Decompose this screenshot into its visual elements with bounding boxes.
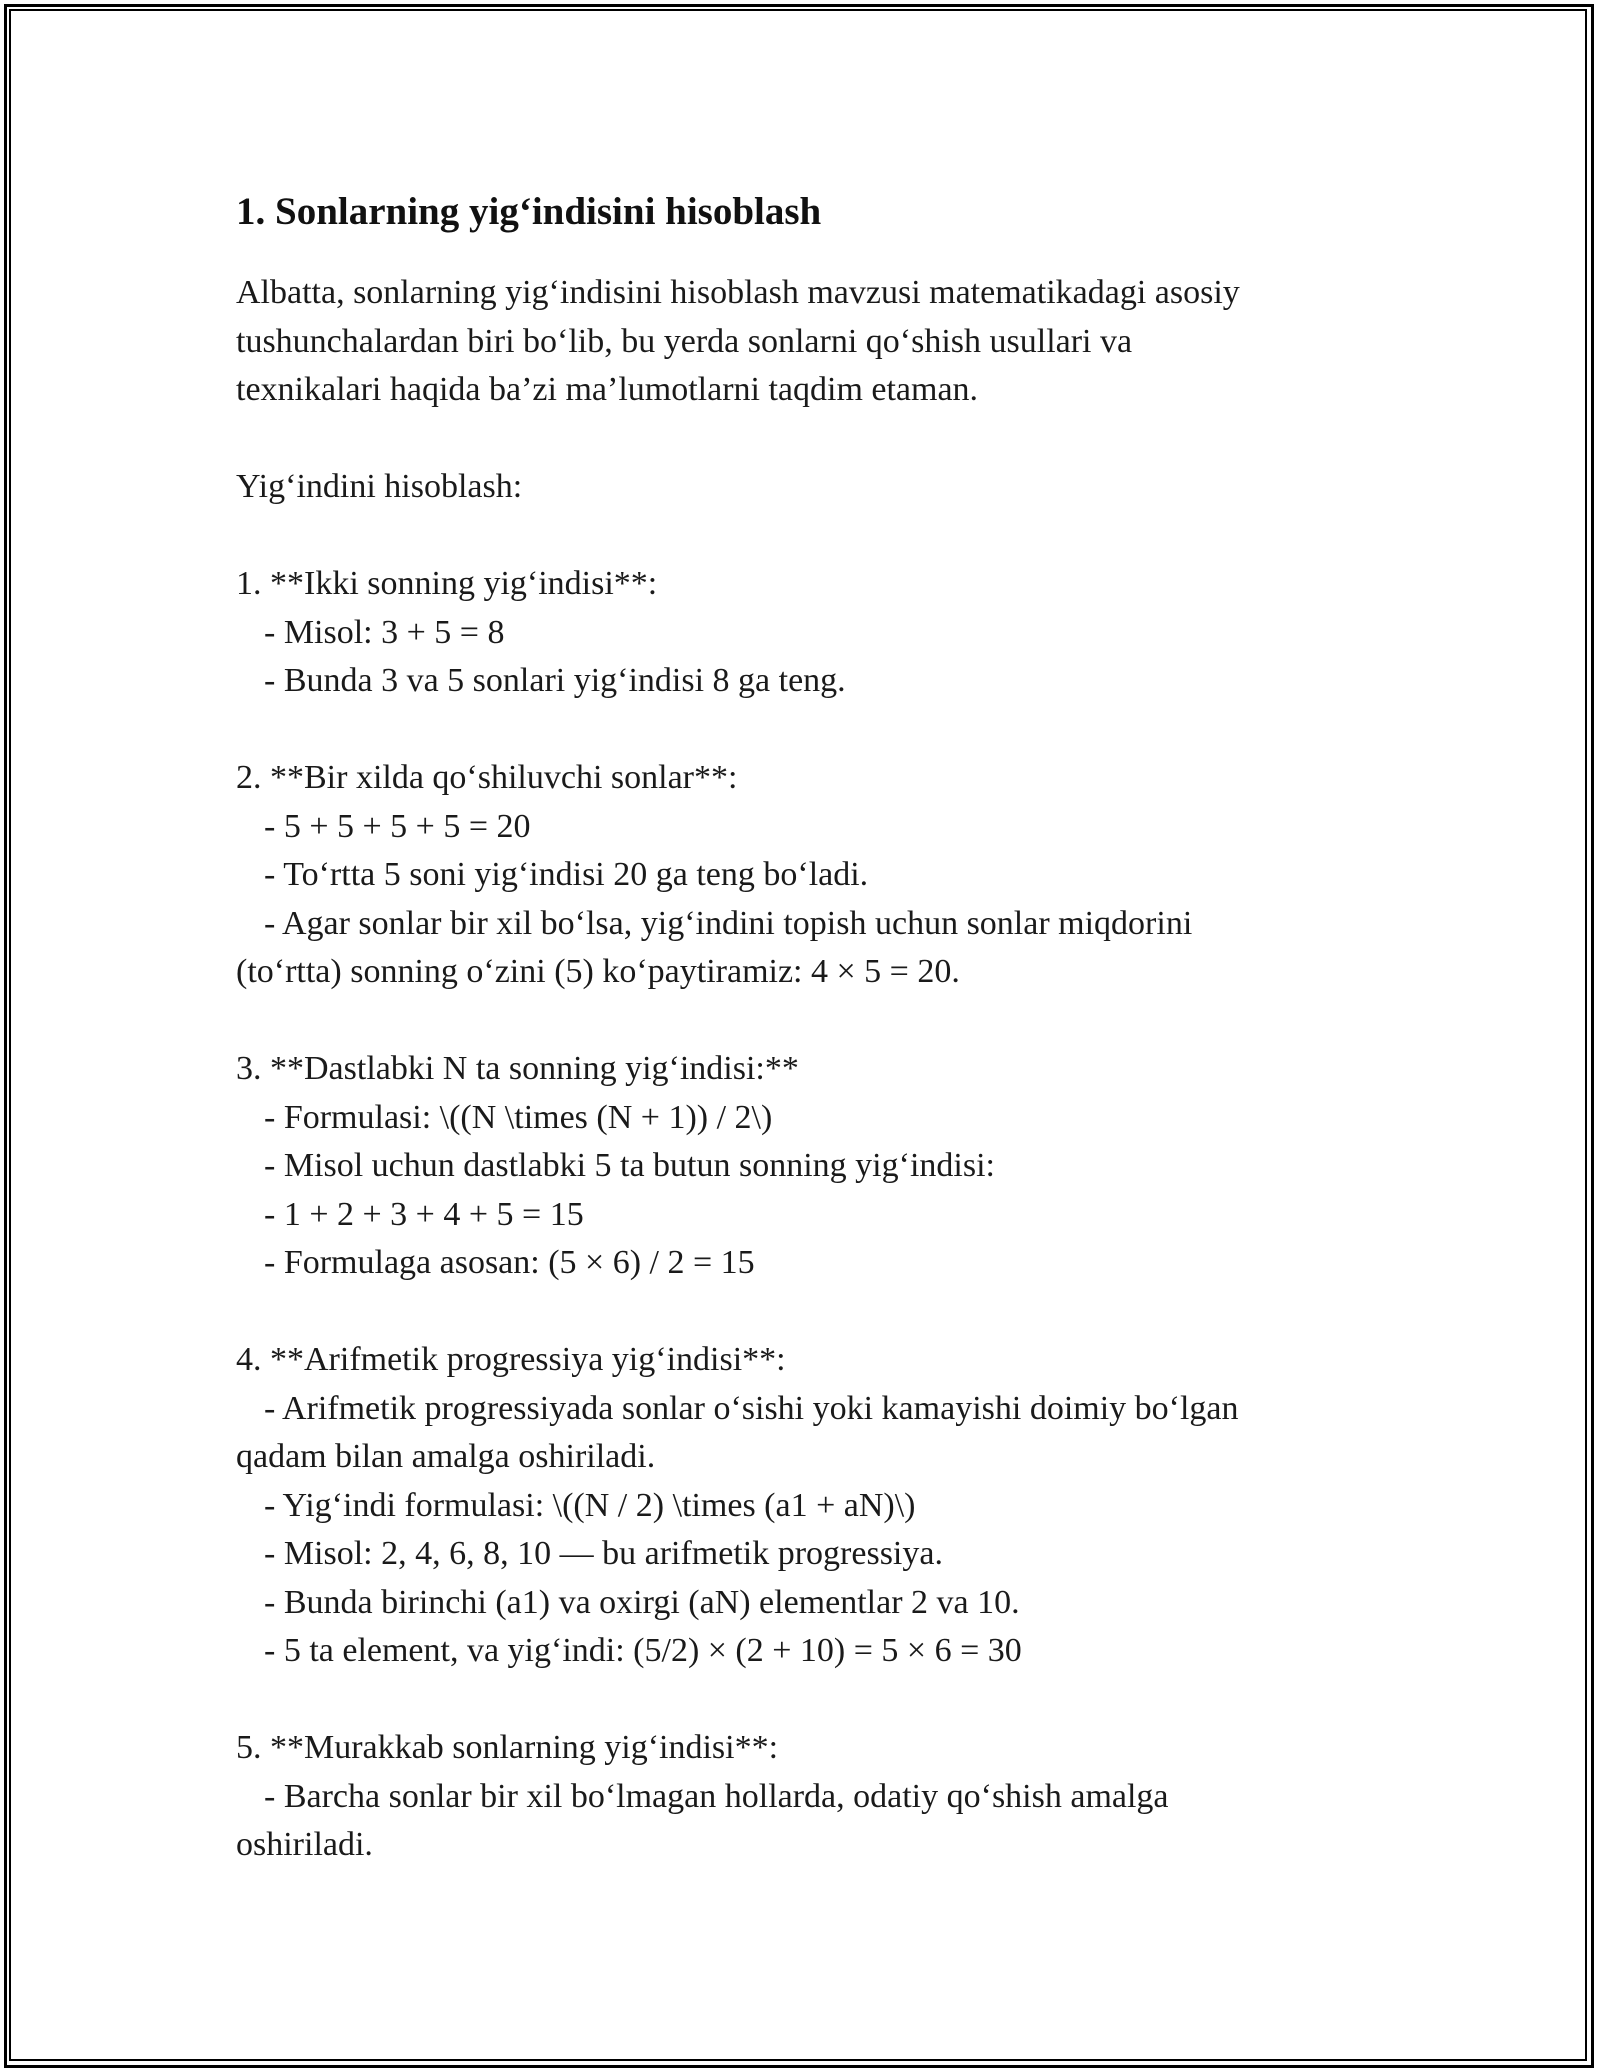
list-section — [236, 560, 1376, 706]
section-line: - Misol uchun dastlabki 5 ta butun sonning yig‘indisi: — [264, 1147, 995, 1184]
section-line: - Formulasi: \((N \times (N + 1)) / 2\) — [264, 1098, 773, 1136]
document-page — [236, 187, 1376, 1870]
section-line: - Formulaga asosan: (5 × 6) / 2 = 15 — [264, 1244, 755, 1281]
list-section — [236, 754, 1376, 997]
blank-line — [236, 1288, 1376, 1337]
section-line: - To‘rtta 5 soni yig‘indisi 20 ga teng bo‘ladi. — [264, 856, 869, 893]
section-line: - Agar sonlar bir xil bo‘lsa, yig‘indini topish uchun sonlar miqdorini — [264, 904, 1193, 942]
section-heading: 1. **Ikki sonning yig‘indisi**: — [236, 565, 658, 602]
intro-line: texnikalari haqida ba’zi ma’lumotlarni taqdim etaman. — [236, 371, 979, 408]
subheading: Yig‘indini hisoblash: — [236, 468, 523, 505]
blank-line — [236, 997, 1376, 1046]
section-line: - 5 ta element, va yig‘indi: (5/2) × (2 + 10) = 5 × 6 = 30 — [264, 1632, 1022, 1669]
section-line: - 1 + 2 + 3 + 4 + 5 = 15 — [264, 1195, 584, 1233]
section-heading: 5. **Murakkab sonlarning yig‘indisi**: — [236, 1729, 779, 1766]
section-line: - 5 + 5 + 5 + 5 = 20 — [264, 807, 531, 845]
list-section — [236, 1045, 1376, 1288]
document-title: 1. Sonlarning yig‘indisini hisoblash — [236, 190, 822, 233]
intro-line: Albatta, sonlarning yig‘indisini hisoblash mavzusi matematikadagi asosiy — [236, 274, 1240, 311]
section-line: - Barcha sonlar bir xil bo‘lmagan hollarda, odatiy qo‘shish amalga — [264, 1777, 1169, 1815]
section-line: (to‘rtta) sonning o‘zini (5) ko‘paytiramiz: 4 × 5 = 20. — [236, 953, 960, 990]
list-section — [236, 1336, 1376, 1676]
intro-line: tushunchalardan biri bo‘lib, bu yerda sonlarni qo‘shish usullari va — [236, 322, 1133, 360]
section-line: - Yig‘indi formulasi: \((N / 2) \times (a1 + aN)\) — [264, 1486, 916, 1524]
blank-line — [236, 706, 1376, 755]
section-line: - Arifmetik progressiyada sonlar o‘sishi yoki kamayishi doimiy bo‘lgan — [264, 1389, 1239, 1427]
section-heading: 3. **Dastlabki N ta sonning yig‘indisi:** — [236, 1050, 799, 1087]
sections-list — [236, 512, 1376, 1870]
intro-paragraph — [236, 269, 1376, 415]
section-line: - Bunda 3 va 5 sonlari yig‘indisi 8 ga teng. — [264, 662, 846, 699]
blank-line — [236, 1676, 1376, 1725]
section-line: - Misol: 3 + 5 = 8 — [264, 613, 505, 651]
section-line: - Bunda birinchi (a1) va oxirgi (aN) elementlar 2 va 10. — [264, 1583, 1020, 1621]
blank-line — [236, 512, 1376, 561]
section-line: qadam bilan amalga oshiriladi. — [236, 1438, 656, 1475]
blank-line — [236, 415, 1376, 464]
list-section — [236, 1724, 1376, 1870]
section-line: oshiriladi. — [236, 1826, 373, 1863]
section-heading: 2. **Bir xilda qo‘shiluvchi sonlar**: — [236, 759, 738, 796]
section-heading: 4. **Arifmetik progressiya yig‘indisi**: — [236, 1341, 786, 1378]
section-line: - Misol: 2, 4, 6, 8, 10 — bu arifmetik progressiya. — [264, 1535, 943, 1572]
